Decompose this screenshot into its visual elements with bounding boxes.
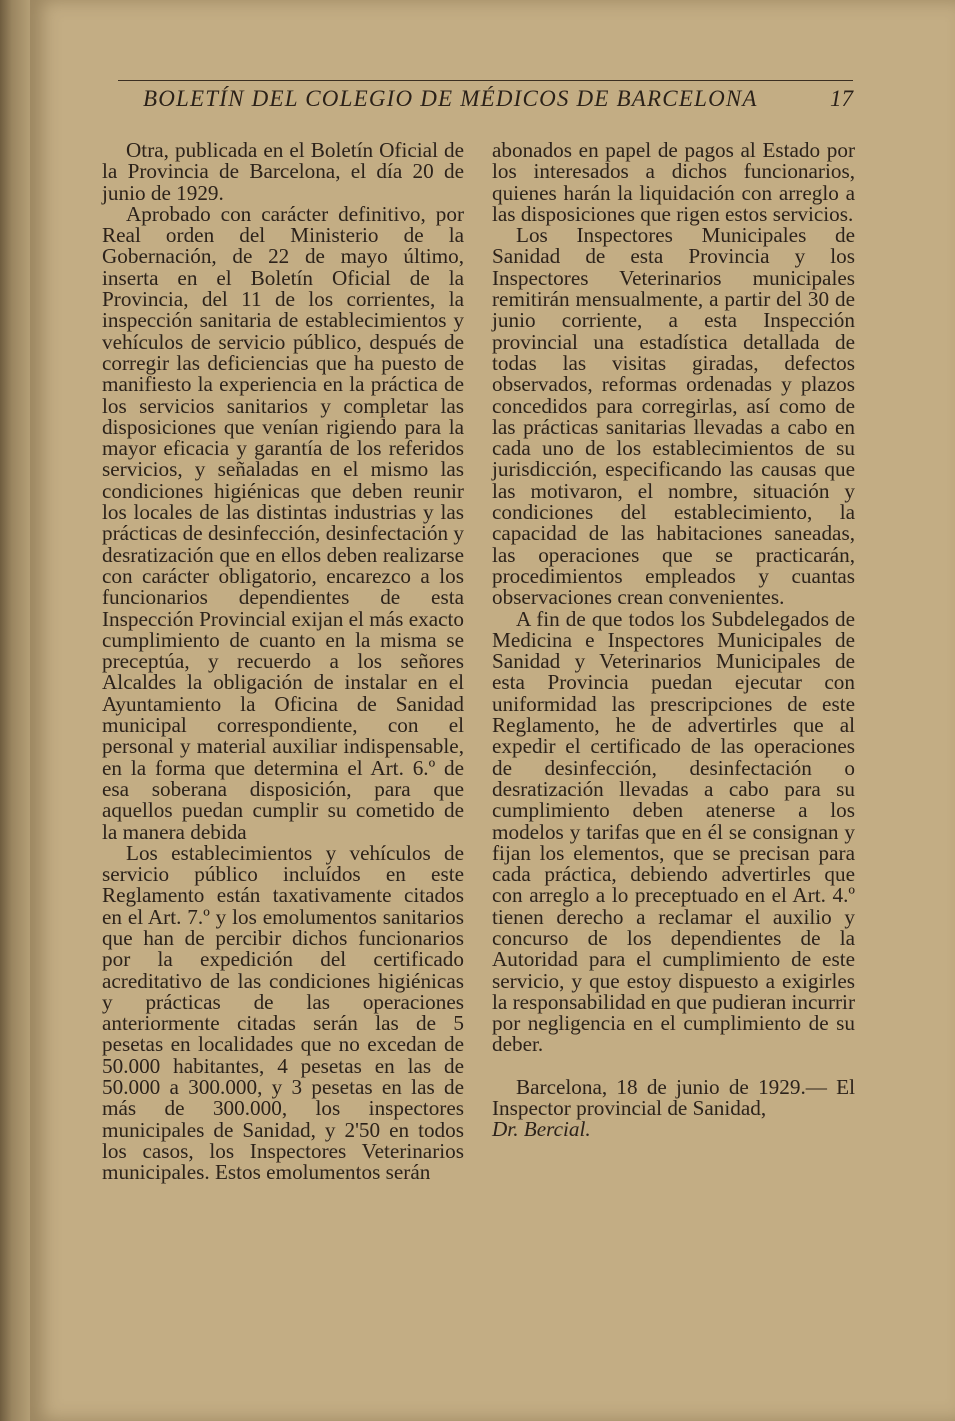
left-column — [102, 140, 464, 1184]
signature: Dr. Bercial. — [492, 1117, 591, 1142]
paragraph-right-2: Los Inspectores Municipales de Sanidad de esta Provincia y los Inspectores Veterinarios municipales remitirán mensualmente, a partir del 30 de junio corriente, a esta Inspección provincial una estadística detallada de todas las visitas giradas, defectos observados, reformas ordenadas y plazos concedidos para corregirlas, así como de las prácticas sanitarias llevadas a cabo en cada uno de los establecimientos de su jurisdicción, especificando las causas que las motivaron, el nombre, situación y condiciones del establecimiento, la capacidad de las habitaciones saneadas, las operaciones que se practicarán, procedimientos empleados y cuantas observaciones crean convenientes. — [492, 223, 855, 610]
closing-date-line: Barcelona, 18 de junio de 1929.— El Inspector provincial de Sanidad, — [492, 1074, 855, 1121]
paragraph-left-3: Los establecimientos y vehículos de servicio público incluídos en este Reglamento están taxativamente citados en el Art. 7.º y los emolumentos sanitarios que han de percibir dichos funcionarios por la expedición del certificado acreditativo de las condiciones higiénicas y prácticas de las operaciones anteriormente citadas serán las de 5 pesetas en localidades que no excedan de 50.000 habitantes, 4 pesetas en las de 50.000 a 300.000, y 3 pesetas en las de más de 300.000, los inspectores municipales de Sanidad, y 2'50 en todos los casos, los Inspectores Veterinarios municipales. Estos emolumentos serán — [102, 840, 464, 1185]
right-column — [492, 140, 855, 1141]
header-rule — [118, 80, 853, 81]
running-header-title: BOLETÍN DEL COLEGIO DE MÉDICOS DE BARCELONA — [143, 86, 758, 111]
paragraph-left-1: Otra, publicada en el Boletín Oficial de la Provincia de Barcelona, el día 20 de junio de 1929. — [102, 138, 464, 205]
paragraph-right-3: A fin de que todos los Subdelegados de Medicina e Inspectores Municipales de Sanidad y Veterinarios Municipales de esta Provincia puedan ejecutar con uniformidad las prescripciones de este Reglamento, he de advertirles que al expedir el certificado de las operaciones de desinfección, desinfectación o desratización llevadas a cabo para su cumplimiento deben atenerse a los modelos y tarifas que en él se consignan y fijan los elementos, que se precisan para cada práctica, debiendo advertirles que con arreglo a lo preceptuado en el Art. 4.º tienen derecho a reclamar el auxilio y concurso de los dependientes de la Autoridad para el cumplimiento de este servicio, y que estoy dispuesto a exigirles la responsabilidad en que pudieran incurrir por negligencia en el cumplimiento de su deber. — [492, 606, 856, 1057]
book-spine — [0, 0, 30, 1421]
paragraph-right-1: abonados en papel de pagos al Estado por los interesados a dichos funcionarios, quienes harán la liquidación con arreglo a las disposiciones que rigen estos servicios. — [492, 138, 855, 226]
page-number: 17 — [830, 86, 853, 111]
paragraph-left-2: Aprobado con carácter definitivo, por Real orden del Ministerio de la Gobernación, de 22 de mayo último, inserta en el Boletín Oficial de la Provincia, del 11 de los corrientes, la inspección sanitaria de establecimientos y vehículos de servicio público, después de corregir las deficiencias que ha puesto de manifiesto la experiencia en la práctica de los servicios sanitarios y completar las disposiciones que venían rigiendo para la mayor eficacia y garantía de los referidos servicios, y señaladas en el mismo las condiciones higiénicas que deben reunir los locales de las distintas industrias y las prácticas de desinfección, desinfectación y desratización que en ellos deben realizarse con carácter obligatorio, encarezco a los funcionarios dependientes de esta Inspección Provincial exijan el más exacto cumplimiento de cuanto en la misma se preceptúa, y recuerdo a los señores Alcaldes la obligación de instalar en el Ayuntamiento la Oficina de Sanidad municipal correspondiente, con el personal y material auxiliar indispensable, en la forma que determina el Art. 6.º de esa soberana disposición, para que aquellos puedan cumplir su cometido de la manera debida — [102, 201, 464, 844]
